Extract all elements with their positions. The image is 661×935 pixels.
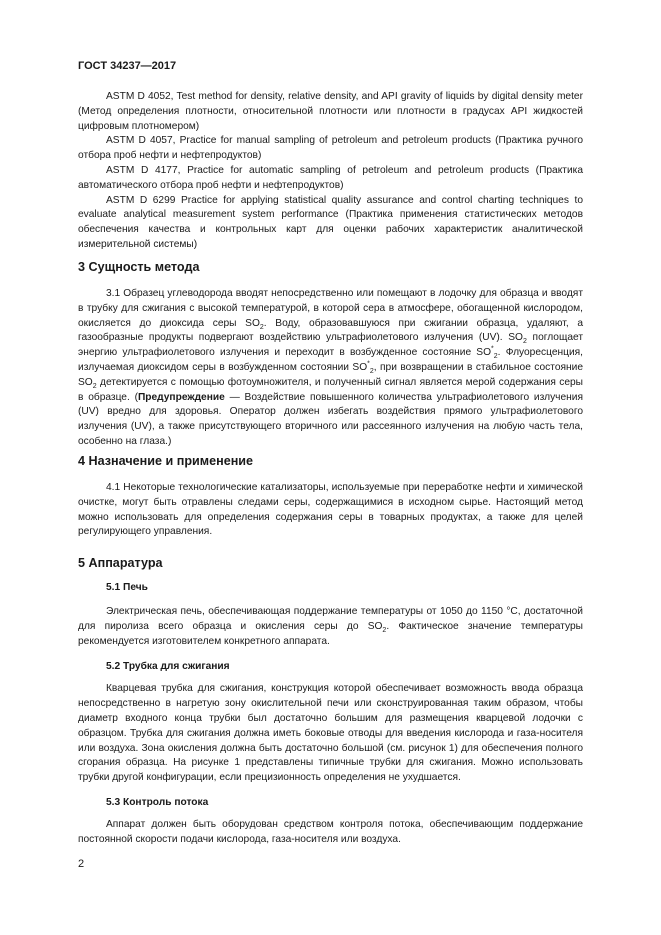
section-title: 5 Аппаратура bbox=[78, 556, 163, 570]
warning-label: Предупреждение bbox=[137, 391, 225, 403]
document-header: ГОСТ 34237—2017 bbox=[78, 60, 177, 72]
section-3 bbox=[78, 259, 583, 450]
section-title: 3 Сущность метода bbox=[78, 260, 200, 274]
reference-item: ASTM D 4057, Practice for manual sampling of petroleum and petroleum products (Практика ручного отбора проб нефти и нефтепродуктов) bbox=[78, 135, 583, 162]
paragraph-3-1: 3.1 Образец углеводорода вводят непосредственно или помещают в лодочку для образца и вводят в трубку для сжигания с высокой температурой, в которой сера в атмосфере, обогащенной кислородом, окисляется до диоксида серы $SO_2$. Воду, образовавшуюся при сжигании образца, удаляют, а газообразные продукты подвергают воздействию ультрафиолетового излучения (UV). $SO_2$ поглощает энергию ультрафиолетового излучения и переходит в возбужденное состояние $SO^*_2$. Флуоресценция, излучаемая диоксидом серы в возбужденном состоянии $SO^*_2$, при возвращении в стабильное состояние $SO_2$ детектируется с помощью фотоумножителя, и полученный сигнал является мерой содержания серы в образце. (Предупреждение — Воздействие повышенного количества ультрафиолетового излучения (UV) вредно для здоровья. Оператор должен избегать воздействия прямого ультрафиолетового излучения (UV), а также присутствующего вторичного или рассеянного излучения на любую часть тела, особенно на глаза.) bbox=[78, 288, 583, 447]
paragraph-5-2: Кварцевая трубка для сжигания, конструкция которой обеспечивает возможность ввода образца непосредственно в нагретую зону окислительной печи или сконструированная таким образом, чтобы диаметр входного конца трубки был достаточно большим для размещения кварцевой лодочки с образцом. Трубка для сжигания должна иметь боковые отводы для введения кислорода и газа-носителя или воздуха. Зона окисления должна быть достаточно большой (см. рисунок 1) для обеспечения полного сгорания образца. На рисунке 1 представлены типичные трубки для сжигания. Можно использовать трубки другой конфигурации, если прецизионность определения не ухудшается. bbox=[78, 683, 583, 784]
paragraph-5-1: Электрическая печь, обеспечивающая поддержание температуры от 1050 до 1150 °С, достаточной для пиролиза всего образца и окисления серы до $SO_2$. Фактическое значение температуры рекомендуется изготовителем конкретного аппарата. bbox=[78, 606, 583, 647]
section-4 bbox=[78, 453, 583, 540]
reference-item: ASTM D 4177, Practice for automatic sampling of petroleum and petroleum products (Практика автоматического отбора проб нефти и нефтепродуктов) bbox=[78, 164, 583, 191]
page-number: 2 bbox=[78, 858, 85, 870]
section-5 bbox=[78, 555, 583, 848]
subsection-title: 5.3 Контроль потока bbox=[106, 796, 209, 808]
reference-item: ASTM D 6299 Practice for applying statistical quality assurance and control charting techniques to evaluate analytical measurement system performance (Практика применения статистических методов обеспечения качества и контрольных карт для оценки рабочих характеристик аналитической измерительной системы) bbox=[78, 194, 583, 250]
reference-item: ASTM D 4052, Test method for density, relative density, and API gravity of liquids by digital density meter (Метод определения плотности, относительной плотности или плотности в градусах API жидкостей цифровым плотномером) bbox=[78, 91, 583, 132]
section-title: 4 Назначение и применение bbox=[78, 454, 254, 468]
subsection-title: 5.2 Трубка для сжигания bbox=[106, 661, 230, 673]
paragraph-5-3: Аппарат должен быть оборудован средством контроля потока, обеспечивающим поддержание постоянной скорости подачи кислорода, газа-носителя или воздуха. bbox=[78, 818, 583, 845]
subsection-title: 5.1 Печь bbox=[106, 582, 148, 593]
references-list bbox=[78, 90, 583, 253]
paragraph-4-1: 4.1 Некоторые технологические катализаторы, используемые при переработке нефти и химической очистке, могут быть отравлены следами серы, содержащимися в исходном сырье. Настоящий метод можно использовать для определения содержания серы в товарных продуктах, а также для целей регулирующего управления. bbox=[78, 482, 583, 538]
